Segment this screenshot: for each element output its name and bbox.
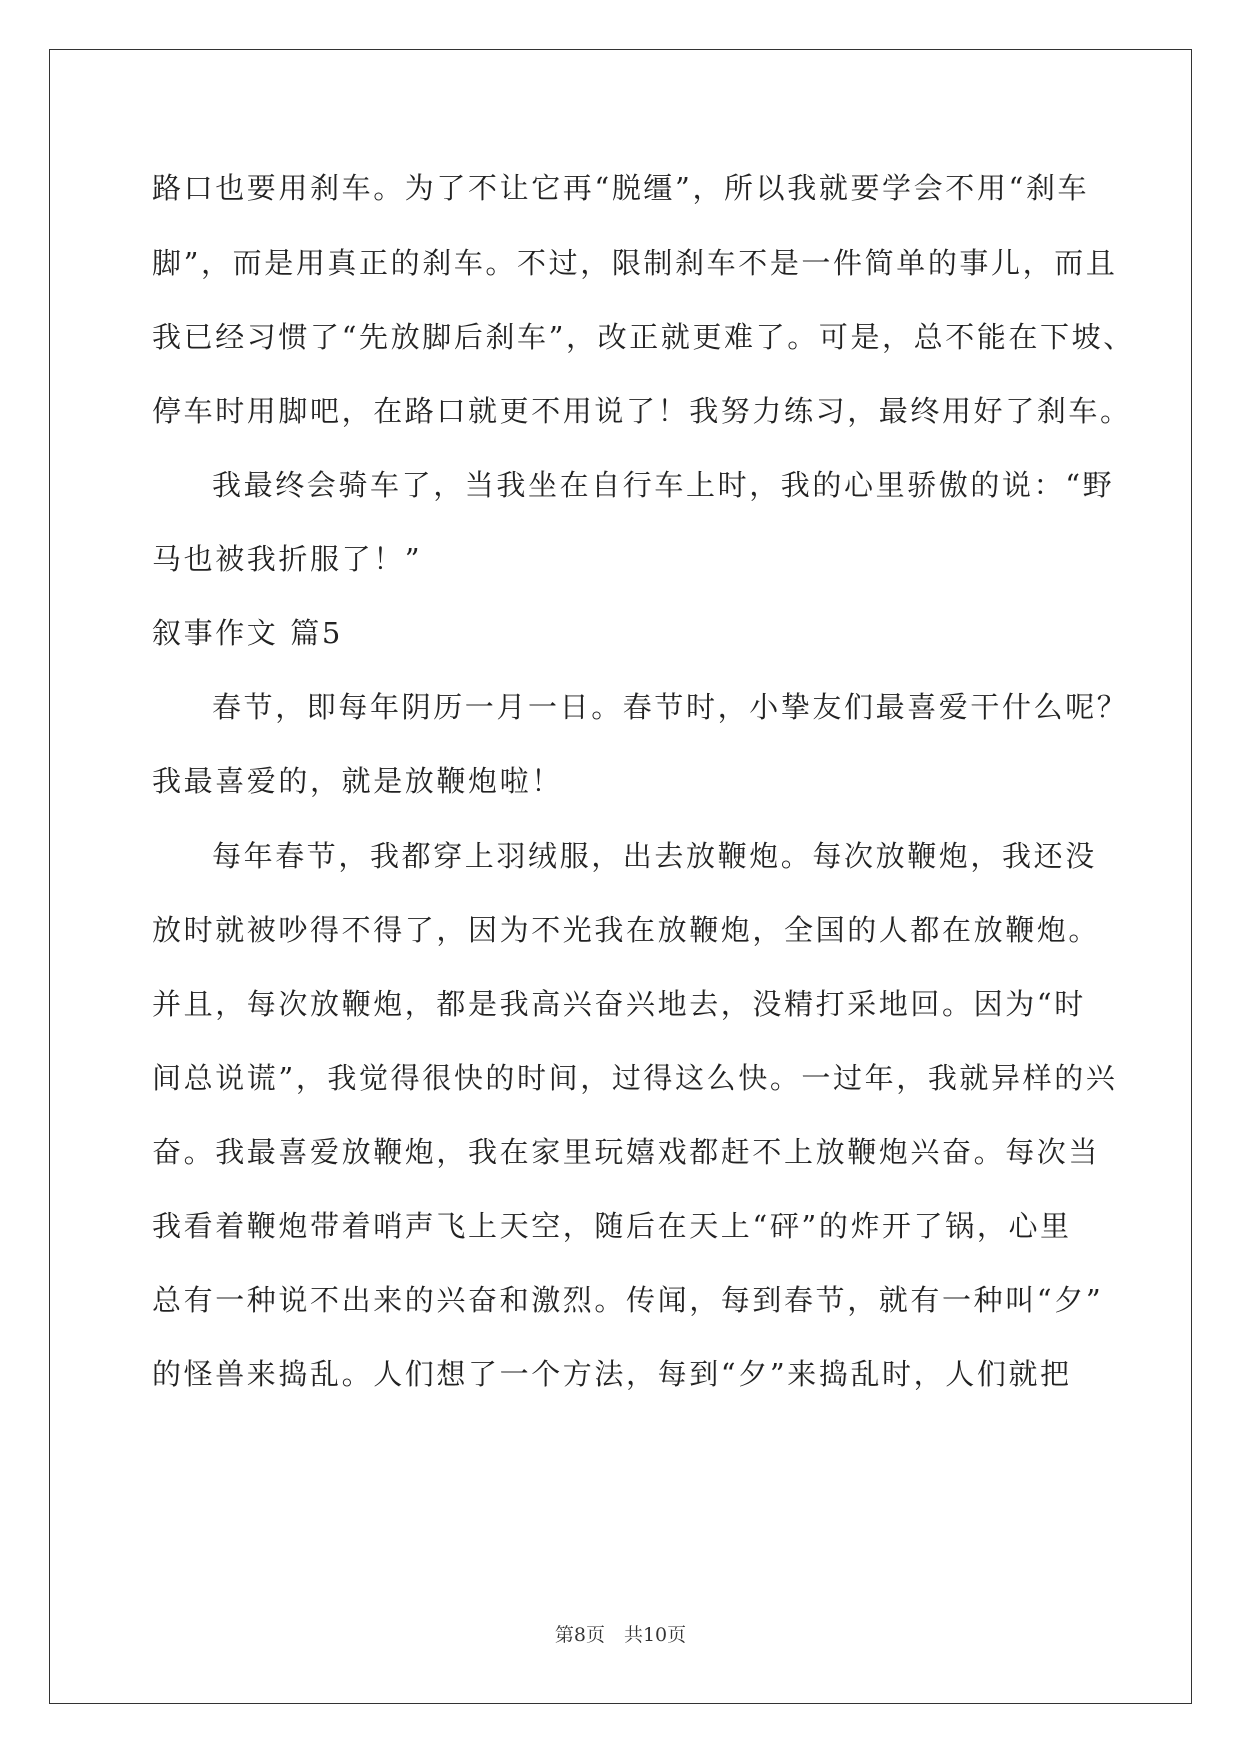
body-line: 放时就被吵得不得了，因为不光我在放鞭炮，全国的人都在放鞭炮。 [152,913,1101,947]
body-line: 停车时用脚吧，在路口就更不用说了！我努力练习，最终用好了刹车。 [152,394,1132,428]
body-line: 我看着鞭炮带着哨声飞上天空，随后在天上“砰”的炸开了锅，心里 [152,1209,1072,1243]
body-line: 马也被我折服了！” [152,542,423,576]
body-line: 奋。我最喜爱放鞭炮，我在家里玩嬉戏都赶不上放鞭炮兴奋。每次当 [152,1135,1101,1169]
body-line: 路口也要用刹车。为了不让它再“脱缰”，所以我就要学会不用“刹车 [152,171,1090,205]
body-line: 的怪兽来捣乱。人们想了一个方法，每到“夕”来捣乱时，人们就把 [152,1357,1072,1391]
body-line: 春节，即每年阴历一月一日。春节时，小挚友们最喜爱干什么呢？ [212,690,1129,724]
page-border [49,49,1192,1704]
body-line: 每年春节，我都穿上羽绒服，出去放鞭炮。每次放鞭炮，我还没 [212,839,1097,873]
body-line: 总有一种说不出来的兴奋和激烈。传闻，每到春节，就有一种叫“夕” [152,1283,1104,1317]
body-line: 我已经习惯了“先放脚后刹车”，改正就更难了。可是，总不能在下坡、 [152,320,1135,354]
page-number: 第8页 共10页 [554,1624,687,1646]
body-line: 间总说谎”，我觉得很快的时间，过得这么快。一过年，我就异样的兴 [152,1061,1118,1095]
body-line: 我最终会骑车了，当我坐在自行车上时，我的心里骄傲的说：“野 [212,468,1115,502]
body-line: 脚”，而是用真正的刹车。不过，限制刹车不是一件简单的事儿，而且 [152,246,1118,280]
body-line: 我最喜爱的，就是放鞭炮啦！ [152,764,563,798]
body-line: 并且，每次放鞭炮，都是我高兴奋兴地去，没精打采地回。因为“时 [152,987,1086,1021]
section-heading: 叙事作文 篇5 [152,616,343,650]
